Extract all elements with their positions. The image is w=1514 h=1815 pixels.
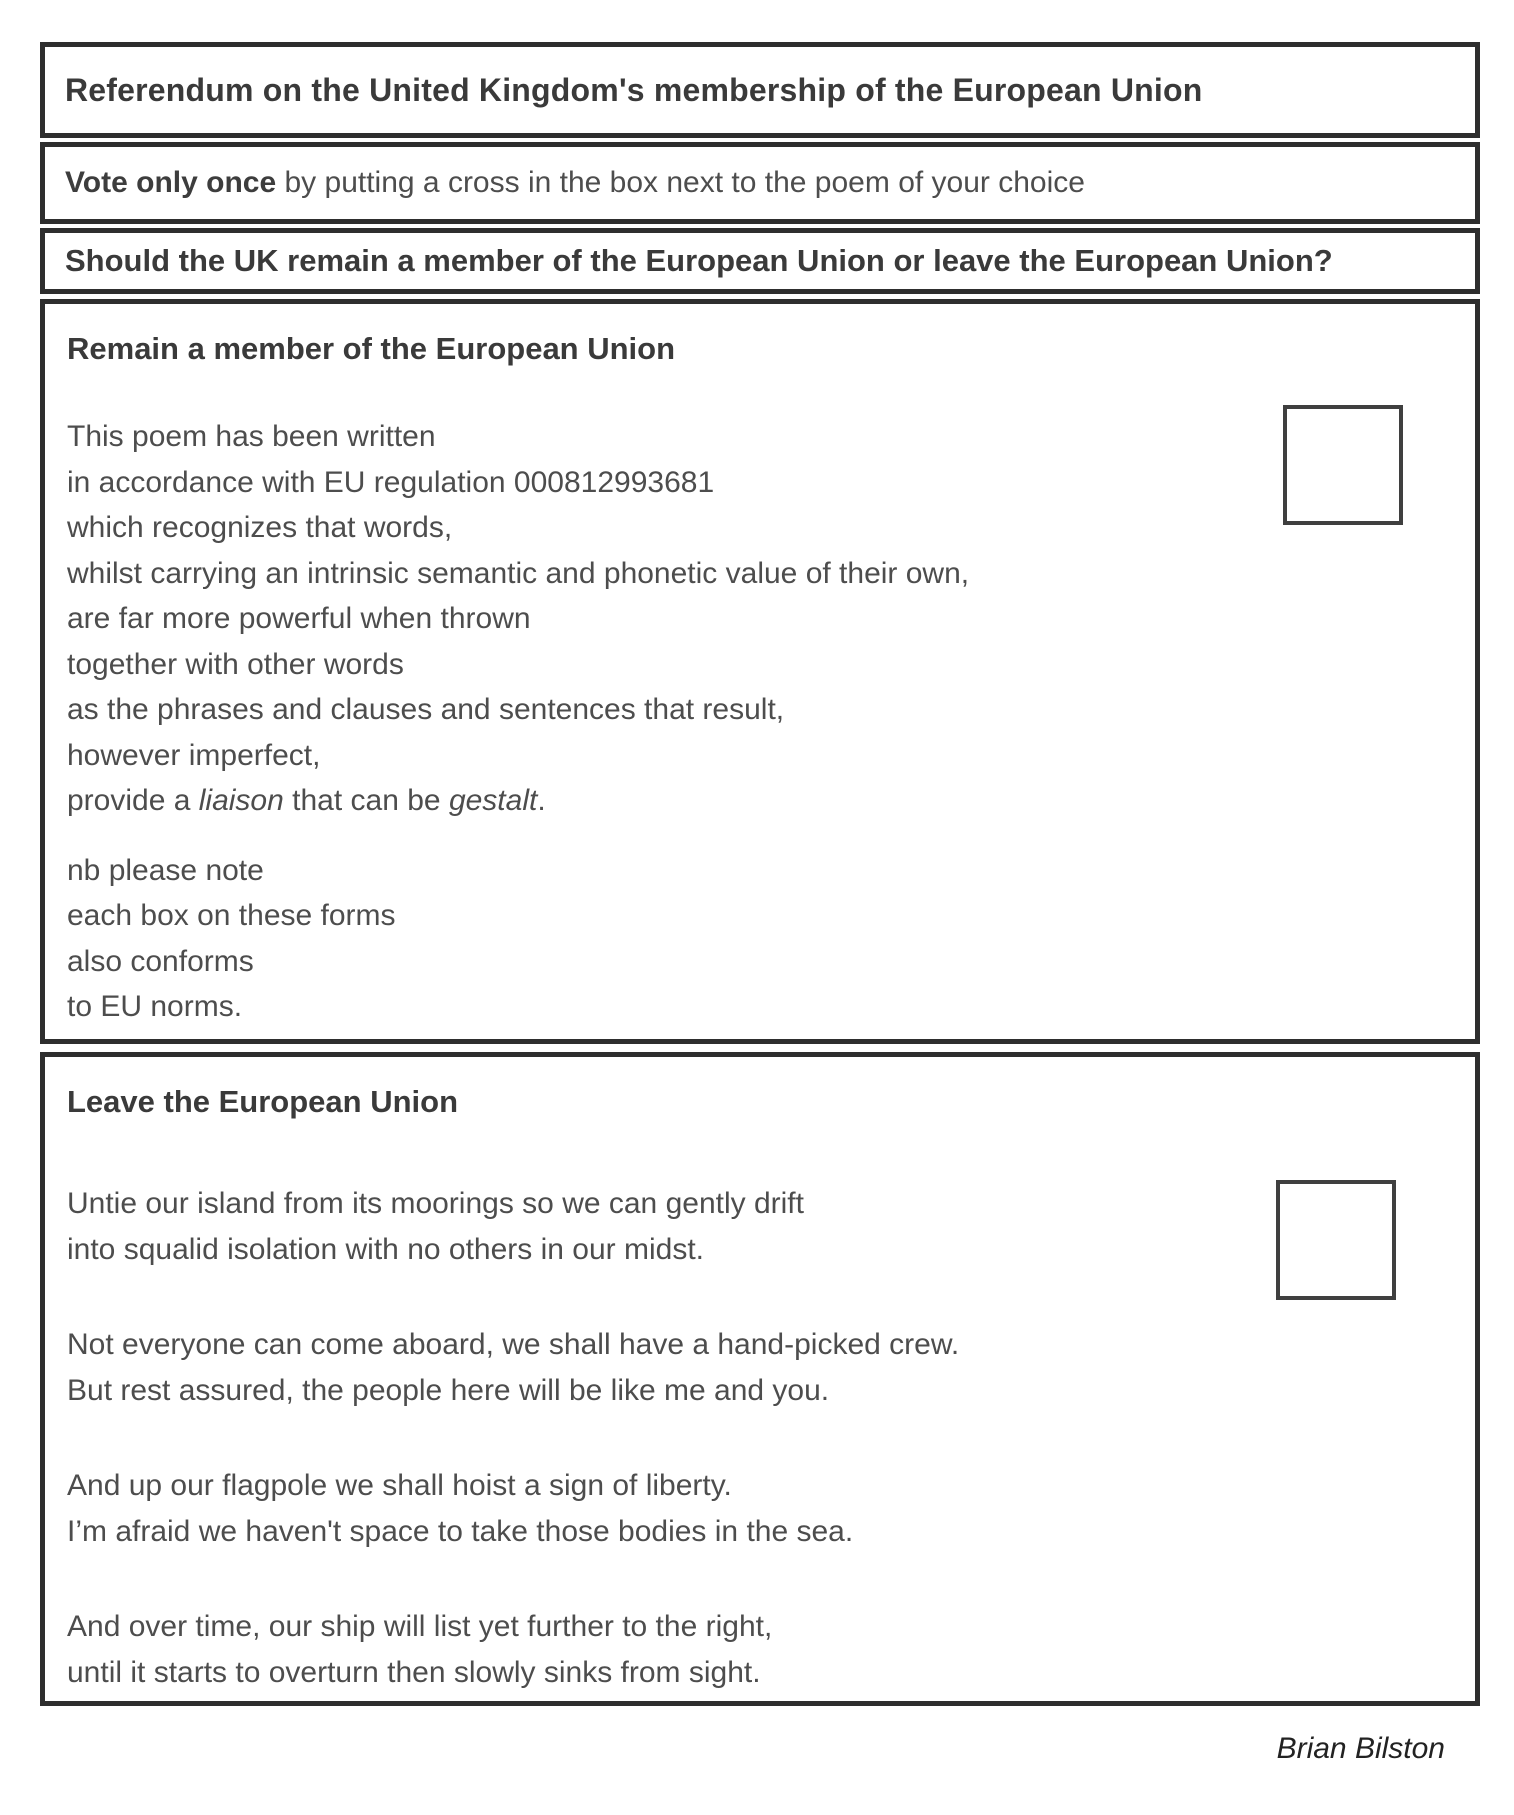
referendum-question: Should the UK remain a member of the European Union or leave the European Union? (65, 243, 1333, 278)
poem-line: also conforms (67, 944, 254, 978)
poem-line: This poem has been written (67, 420, 436, 453)
poem-stanza (67, 1181, 1227, 1272)
ballot-title-box (40, 42, 1480, 138)
poem-stanza (67, 1463, 1227, 1554)
referendum-question-box (40, 228, 1480, 294)
ballot-title: Referendum on the United Kingdom's membership of the European Union (65, 71, 1203, 108)
voting-instruction: Vote only once by putting a cross in the box next to the poem of your choice (65, 166, 1085, 199)
poem-line: provide a liaison that can be gestalt. (67, 784, 546, 817)
poem-stanza (67, 1604, 1227, 1695)
ballot-paper (40, 42, 1480, 1706)
voting-instruction-box (40, 142, 1480, 224)
poem-stanza (67, 848, 1227, 1030)
poem-line: are far more powerful when thrown (67, 602, 531, 635)
poem-line: each box on these forms (67, 899, 396, 932)
poem-stanza (67, 1322, 1227, 1413)
leave-vote-checkbox[interactable] (1276, 1180, 1396, 1300)
poem-line: I’m afraid we haven't space to take those bodies in the sea. (67, 1514, 854, 1548)
leave-poem (67, 1181, 1227, 1695)
poem-line: in accordance with EU regulation 000812993681 (67, 465, 715, 499)
poem-line: until it starts to overturn then slowly sinks from sight. (67, 1655, 761, 1689)
poem-line: whilst carrying an intrinsic semantic and phonetic value of their own, (67, 556, 970, 590)
option-leave-heading: Leave the European Union (67, 1084, 459, 1119)
poem-line: into squalid isolation with no others in our midst. (67, 1232, 705, 1266)
poem-line: however imperfect, (67, 738, 321, 772)
remain-vote-checkbox[interactable] (1283, 405, 1403, 525)
option-remain-section (40, 299, 1480, 1044)
poem-line: And up our flagpole we shall hoist a sign of liberty. (67, 1469, 732, 1502)
poem-line: Not everyone can come aboard, we shall have a hand-picked crew. (67, 1328, 960, 1361)
poem-line: together with other words (67, 647, 404, 681)
poem-stanza (67, 414, 1227, 824)
poem-line: to EU norms. (67, 990, 243, 1023)
poem-line: as the phrases and clauses and sentences that result, (67, 693, 785, 726)
option-leave-section (40, 1052, 1480, 1706)
author-signature: Brian Bilston (1276, 1732, 1445, 1765)
poem-line: Untie our island from its moorings so we can gently drift (67, 1187, 804, 1220)
poem-line: And over time, our ship will list yet further to the right, (67, 1610, 773, 1643)
poem-line: nb please note (67, 853, 264, 887)
option-remain-heading: Remain a member of the European Union (67, 331, 676, 366)
remain-poem (67, 414, 1227, 1030)
poem-line: But rest assured, the people here will be like me and you. (67, 1373, 830, 1407)
poem-line: which recognizes that words, (67, 511, 453, 544)
